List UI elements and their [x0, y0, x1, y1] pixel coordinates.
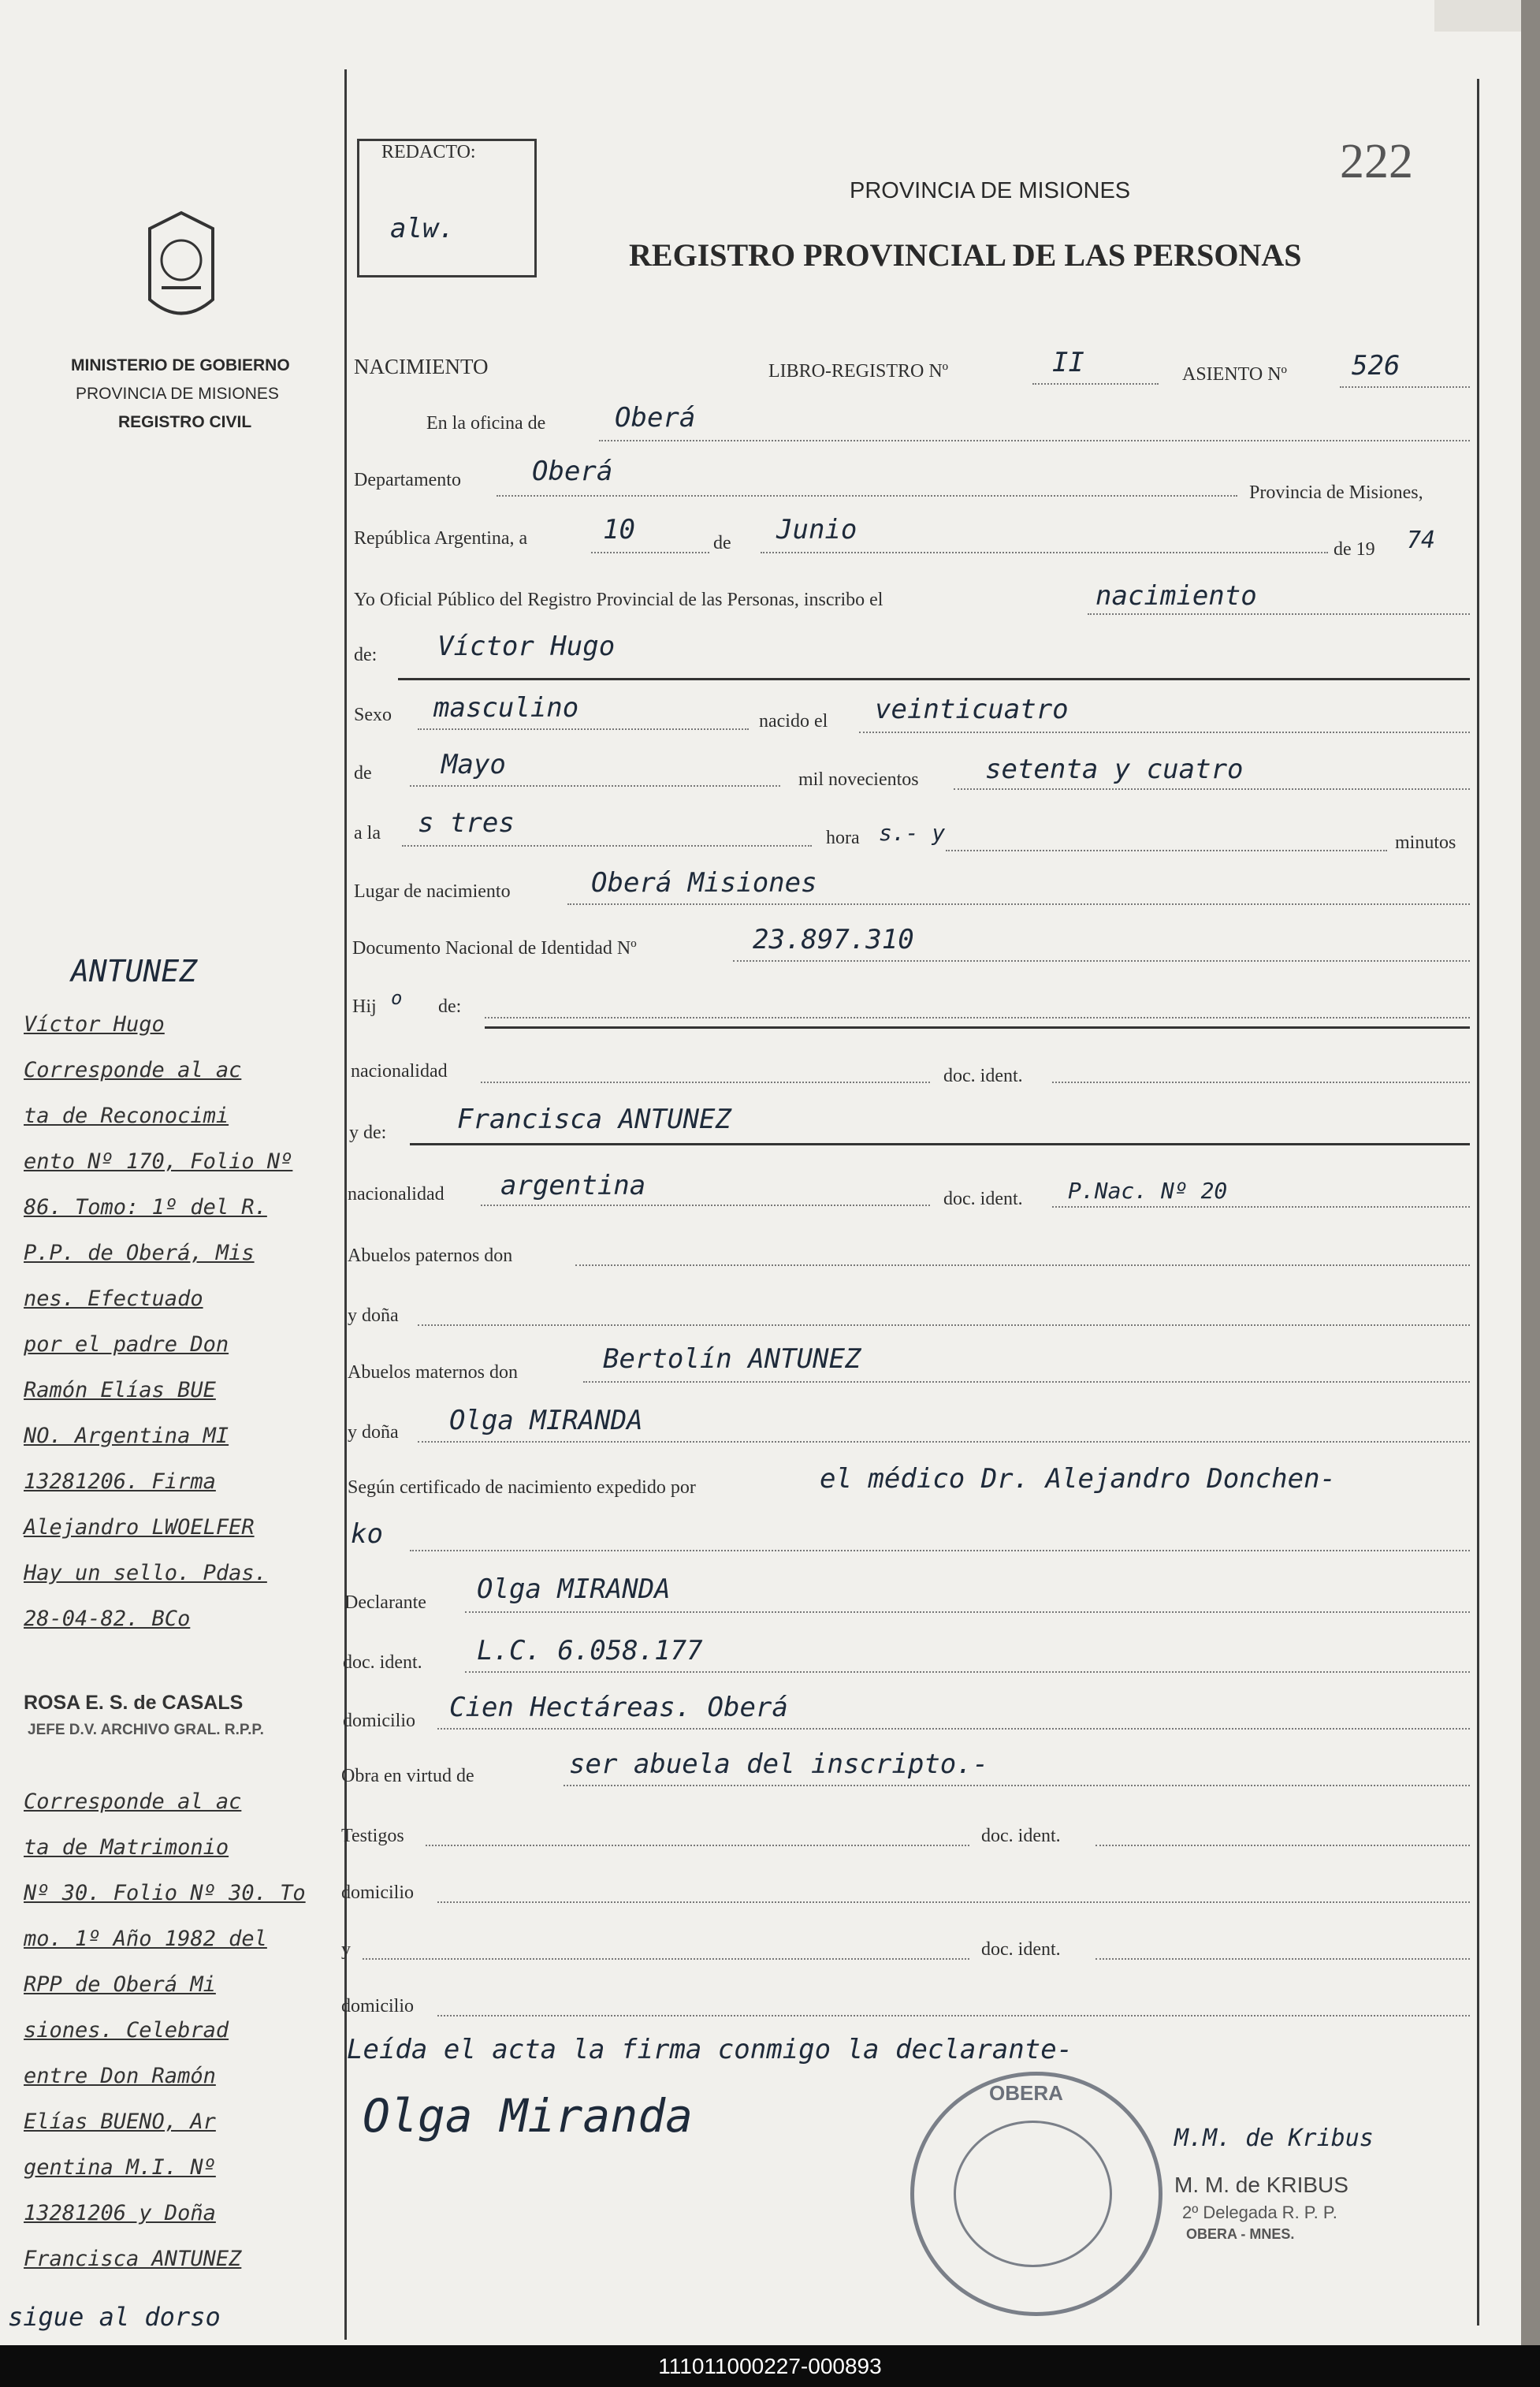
- hora-value: s tres: [418, 807, 515, 839]
- margin-note-line: Nº 30. Folio Nº 30. To: [24, 1881, 306, 1905]
- nombre-value: Víctor Hugo: [437, 631, 616, 662]
- oficina-label: En la oficina de: [426, 413, 546, 434]
- margin-note-line: Corresponde al ac: [24, 1058, 242, 1082]
- y-de-label: y de:: [349, 1123, 387, 1143]
- provincia-suffix: Provincia de Misiones,: [1249, 482, 1423, 503]
- abuela-materna-value: Olga MIRANDA: [449, 1405, 643, 1436]
- province-title: PROVINCIA DE MISIONES: [850, 178, 1131, 203]
- margin-note-line: 13281206 y Doña: [24, 2201, 216, 2225]
- certificado-value-cont: ko: [351, 1518, 383, 1550]
- domicilio-label-3: domicilio: [341, 1996, 414, 2016]
- oficina-value: Oberá: [615, 402, 696, 434]
- official-signature: M.M. de Kribus: [1174, 2124, 1374, 2152]
- a-la-label: a la: [354, 823, 381, 843]
- margin-stamp-name: ROSA E. S. de CASALS: [24, 1692, 244, 1714]
- continue-note: sigue al dorso: [8, 2302, 221, 2332]
- nacionalidad-value: argentina: [500, 1170, 646, 1201]
- official-title: 2º Delegada R. P. P.: [1182, 2203, 1337, 2222]
- margin-note-line: siones. Celebrad: [24, 2018, 229, 2043]
- de-label-1: de: [713, 533, 731, 553]
- margin-note-line: Corresponde al ac: [24, 1789, 242, 1814]
- lugar-value: Oberá Misiones: [591, 867, 817, 899]
- margin-note-line: 86. Tomo: 1º del R.: [24, 1195, 267, 1220]
- obra-value: ser abuela del inscripto.-: [569, 1748, 989, 1780]
- doc-ident-label-4: doc. ident.: [981, 1826, 1061, 1846]
- margin-note-line: ta de Matrimonio: [24, 1835, 229, 1860]
- y-label: y: [341, 1939, 351, 1960]
- madre-value: Francisca ANTUNEZ: [457, 1104, 731, 1135]
- declarante-value: Olga MIRANDA: [477, 1573, 671, 1605]
- archive-reference: 111011000227-000893: [0, 2345, 1540, 2387]
- declarante-doc: L.C. 6.058.177: [477, 1635, 703, 1666]
- fecha-mes: Junio: [776, 514, 857, 546]
- hora-minutos: s.- y: [879, 820, 946, 846]
- de-label-2: de: [354, 763, 372, 784]
- domicilio-label-2: domicilio: [341, 1882, 414, 1903]
- ministry-name: MINISTERIO DE GOBIERNO: [71, 356, 290, 374]
- margin-note-line: gentina M.I. Nº: [24, 2155, 216, 2180]
- official-office: OBERA - MNES.: [1186, 2226, 1295, 2242]
- obra-label: Obra en virtud de: [341, 1766, 474, 1786]
- anio-label: de 19: [1334, 539, 1375, 560]
- y-dona-label-1: y doña: [348, 1305, 399, 1326]
- margin-note-line: ento Nº 170, Folio Nº: [24, 1149, 293, 1174]
- seal-city: OBERA: [989, 2081, 1063, 2105]
- domicilio-value: Cien Hectáreas. Oberá: [449, 1692, 788, 1723]
- registry-title: REGISTRO PROVINCIAL DE LAS PERSONAS: [629, 237, 1302, 273]
- abuelo-materno-value: Bertolín ANTUNEZ: [603, 1343, 861, 1375]
- sexo-label: Sexo: [354, 705, 392, 725]
- margin-note-line: 28-04-82. BCo: [24, 1607, 191, 1631]
- province-name: PROVINCIA DE MISIONES: [76, 385, 279, 403]
- anio-value: 74: [1407, 527, 1436, 554]
- civil-registry-name: REGISTRO CIVIL: [118, 413, 252, 431]
- margin-note-line: nes. Efectuado: [24, 1287, 203, 1311]
- redacto-initials: alw.: [390, 213, 455, 244]
- y-dona-label-2: y doña: [348, 1422, 399, 1443]
- margin-note-line: Ramón Elías BUE: [24, 1378, 216, 1402]
- domicilio-label-1: domicilio: [343, 1711, 415, 1731]
- margin-surname: ANTUNEZ: [71, 954, 198, 989]
- testigos-label: Testigos: [341, 1826, 404, 1846]
- margin-note-line: Francisca ANTUNEZ: [24, 2247, 242, 2271]
- doc-ident-label-1: doc. ident.: [943, 1066, 1023, 1086]
- doc-ident-label-3: doc. ident.: [343, 1652, 422, 1673]
- asiento-label: ASIENTO Nº: [1182, 364, 1287, 385]
- declarante-label: Declarante: [344, 1592, 426, 1613]
- acto-value: nacimiento: [1095, 580, 1257, 612]
- doc-madre-value: P.Nac. Nº 20: [1068, 1178, 1228, 1204]
- departamento-value: Oberá: [532, 456, 613, 487]
- nacionalidad-label-2: nacionalidad: [348, 1184, 445, 1205]
- official-seal-inner: [954, 2121, 1112, 2267]
- lugar-label: Lugar de nacimiento: [354, 881, 511, 902]
- margin-stamp-title: JEFE D.V. ARCHIVO GRAL. R.P.P.: [28, 1722, 264, 1738]
- margin-note-line: Alejandro LWOELFER: [24, 1515, 255, 1540]
- nacionalidad-label-1: nacionalidad: [351, 1061, 448, 1082]
- nacido-label: nacido el: [759, 711, 828, 732]
- nacido-mes: Mayo: [441, 749, 506, 780]
- dni-label: Documento Nacional de Identidad Nº: [352, 938, 637, 959]
- certificado-value: el médico Dr. Alejandro Donchen-: [820, 1463, 1337, 1495]
- margin-note-line: Elías BUENO, Ar: [24, 2110, 216, 2134]
- record-type: NACIMIENTO: [354, 355, 489, 378]
- hora-label: hora: [826, 828, 860, 848]
- margin-note-line: ta de Reconocimi: [24, 1104, 229, 1128]
- minutos-label: minutos: [1395, 832, 1456, 853]
- libro-label: LIBRO-REGISTRO Nº: [768, 361, 949, 382]
- de-name-label: de:: [354, 645, 378, 665]
- hijo-suffix: o: [391, 987, 403, 1009]
- sexo-value: masculino: [433, 692, 579, 724]
- margin-note-line: mo. 1º Año 1982 del: [24, 1927, 267, 1951]
- nacido-anio: setenta y cuatro: [985, 754, 1244, 785]
- margin-note-line: Hay un sello. Pdas.: [24, 1561, 267, 1585]
- nacido-dia: veinticuatro: [875, 694, 1069, 725]
- closing-statement: Leída el acta la firma conmigo la declarante-: [347, 2034, 1073, 2065]
- republica-label: República Argentina, a: [354, 528, 528, 549]
- margin-note-line: 13281206. Firma: [24, 1469, 216, 1494]
- paper-edge: [1434, 0, 1521, 32]
- oficial-statement: Yo Oficial Público del Registro Provincial de las Personas, inscribo el: [354, 590, 883, 610]
- libro-value: II: [1052, 347, 1084, 378]
- redacto-label: REDACTO:: [381, 142, 476, 162]
- ministry-coat-of-arms-icon: [138, 205, 225, 331]
- margin-note-line: NO. Argentina MI: [24, 1424, 229, 1448]
- abuelos-paternos-label: Abuelos paternos don: [348, 1246, 513, 1266]
- doc-ident-label-2: doc. ident.: [943, 1189, 1023, 1209]
- departamento-label: Departamento: [354, 470, 461, 490]
- margin-note-line: P.P. de Oberá, Mis: [24, 1241, 255, 1265]
- margin-note-line: por el padre Don: [24, 1332, 229, 1357]
- margin-note-line: RPP de Oberá Mi: [24, 1972, 216, 1997]
- right-border: [1477, 79, 1479, 2326]
- margin-note-line: Víctor Hugo: [24, 1012, 165, 1037]
- declarante-signature: Olga Miranda: [363, 2089, 694, 2143]
- hijo-label: Hij: [352, 996, 377, 1017]
- page-number: 222: [1340, 135, 1413, 188]
- dni-value: 23.897.310: [753, 924, 914, 955]
- mil-label: mil novecientos: [798, 769, 919, 790]
- asiento-value: 526: [1352, 350, 1401, 382]
- certificado-label: Según certificado de nacimiento expedido por: [348, 1477, 696, 1498]
- abuelos-maternos-label: Abuelos maternos don: [348, 1362, 518, 1383]
- doc-ident-label-5: doc. ident.: [981, 1939, 1061, 1960]
- official-name: M. M. de KRIBUS: [1174, 2173, 1348, 2197]
- margin-note-line: entre Don Ramón: [24, 2064, 216, 2088]
- fecha-dia: 10: [603, 514, 635, 546]
- hijo-de-label: de:: [438, 996, 462, 1017]
